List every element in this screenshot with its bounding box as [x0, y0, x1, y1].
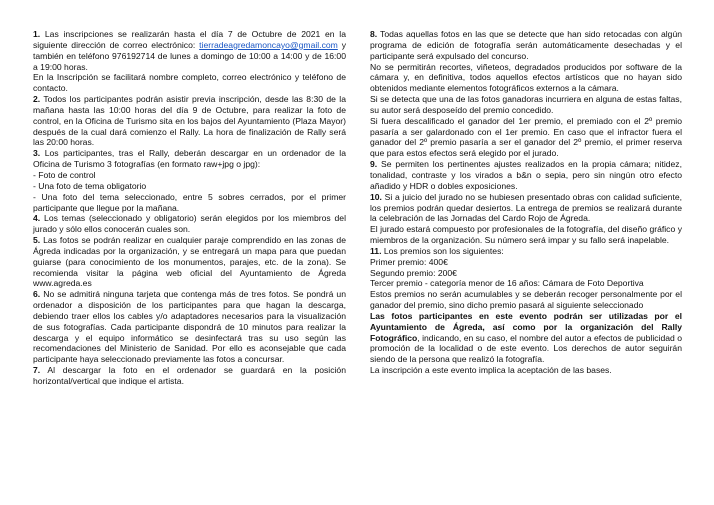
rule-11-p2: Estos premios no serán acumulables y se deberán recoger personalmente por el ganador del premio, sino dicho premio pasará al siguiente seleccionado: [370, 289, 682, 311]
rule-8: 8. Todas aquellas fotos en las que se detecte que han sido retocadas con algún programa de edición de fotografía serán automáticamente desechadas y el participante será expulsado del concurso.: [370, 29, 682, 61]
rule-10: 10. Si a juicio del jurado no se hubiesen presentado obras con calidad suficiente, los premios podrán quedar desiertos. La entrega de premios se realizará durante la celebración de las Jornadas del Cardo Rojo de Ágreda.: [370, 191, 682, 224]
rule-3-list: [33, 170, 346, 213]
rule-2: 2. Todos los participantes podrán asistir previa inscripción, desde las 8:30 de la mañana hasta las 10:00 horas del día 9 de Octubre, para realizar la foto de control, en la Oficina de Turismo sita en los bajos del Ayuntamiento (Plaza Mayor) después de la cual dará comienzo el Rally. La hora de finalización de Rally será las 20:00 horas.: [33, 94, 346, 148]
rule-8-p4: Si fuera descalificado el ganador del 1er premio, el premiado con el 2º premio pasaría a ser galardonado con el 1er premio. En caso que el infractor fuera el ganador del 2º premio pasaría a ser el ganador del 2º premio, el primer reserva que para estos efectos será elegido por el jurado.: [370, 115, 682, 159]
rule-7: 7. Al descargar la foto en el ordenador se guardará en la posición horizontal/vertical que indique el artista.: [33, 365, 346, 386]
rule-6: 6. No se admitirá ninguna tarjeta que contenga más de tres fotos. Se pondrá un ordenador a disposición de los participantes para que hagan la descarga, debiendo traer ellos los cables y/o adaptadores necesarios para la visualización de sus fotografías. Cada participante dispondrá de 10 minutos para realizar la descarga y el equipo informático se desinfectará tras su uso según las recomendaciones del Ministerio de Sanidad. Por ello es aconsejable que cada participante haya seleccionado previamente las fotos a concursar.: [33, 289, 346, 365]
rule-11: 11. Los premios son los siguientes:: [370, 245, 504, 256]
rule-11-p4: La inscripción a este evento implica la aceptación de las bases.: [370, 365, 612, 376]
rule-3: 3. Los participantes, tras el Rally, deberán descargar en un ordenador de la Oficina de Turismo 3 fotografías (en formato raw+jpg o jpg):: [33, 148, 346, 170]
left-column: [33, 29, 346, 387]
rule-10-p2: El jurado estará compuesto por profesionales de la fotografía, del diseño gráfico y miembros de la organización. Su número será impar y su fallo será inapelable.: [370, 224, 682, 246]
rule-9: 9. Se permiten los pertinentes ajustes realizados en la propia cámara; nitidez, tonalidad, contraste y los virados a b&n o sepia, pero sin ningún otro efecto añadido y HDR o dobles exposiciones.: [370, 159, 682, 191]
right-column: [370, 29, 682, 376]
list-item: - Foto de control: [33, 169, 96, 180]
rule-8-p2: No se permitirán recortes, viñeteos, degradados producidos por software de la cámara y, en definitiva, todos aquellos efectos artísticos que no hayan sido obtenidos mediante elementos fotográficos externos a la cámara.: [370, 61, 682, 94]
rule-1: 1. Las inscripciones se realizarán hasta el día 7 de Octubre de 2021 en la siguiente dirección de correo electrónico: tierradeagredamoncayo@gmail.com y también en teléfono 976192714 de lunes a domingo de 10:00 a 14:00 y de 16:00 a 19:00 horas.: [33, 29, 347, 72]
rule-4: 4. Los temas (seleccionado y obligatorio) serán elegidos por los miembros del jurado y sólo ellos conocerán cuales son.: [33, 213, 346, 235]
prize-second: Segundo premio: 200€: [370, 267, 457, 278]
rule-8-p3: Si se detecta que una de las fotos ganadoras incurriera en alguna de estas faltas, su autor será desposeído del premio concedido.: [370, 94, 682, 115]
list-item: - Una foto de tema obligatorio: [33, 180, 147, 191]
rule-5: 5. Las fotos se podrán realizar en cualquier paraje comprendido en las zonas de Ágreda indicadas por la organización, y se entregará un mapa para que puedan guiarse (para conocimiento de los monumentos, parajes, etc. de la zona). Se recomienda visitar la página web oficial del Ayuntamiento de Ágreda www.agreda.es: [33, 235, 346, 289]
usage-rights-bold: Las fotos participantes en este evento podrán ser utilizadas por el Ayuntamiento de Ágreda, así como por la organización del Rally Fotográfico: [370, 310, 682, 343]
prize-first: Primer premio: 400€: [370, 256, 448, 267]
list-item: - Una foto del tema seleccionado, entre 5 sobres cerrados, por el primer participante que llegue por la mañana.: [33, 191, 346, 213]
prize-third: Tercer premio - categoría menor de 16 años: Cámara de Foto Deportiva: [370, 278, 644, 289]
rule-1-extra: En la Inscripción se facilitará nombre completo, correo electrónico y teléfono de contacto.: [33, 72, 346, 94]
email-link[interactable]: tierradeagredamoncayo@gmail.com: [199, 39, 338, 50]
rule-11-p3: Las fotos participantes en este evento podrán ser utilizadas por el Ayuntamiento de Ágreda, así como por la organización del Rally Fotográfico, indicando, en su caso, el nombre del autor a efectos de publicidad o promoción de la localidad o de este evento. Los derechos de autor seguirán siendo de la persona que realizó la fotografía.: [370, 310, 682, 365]
